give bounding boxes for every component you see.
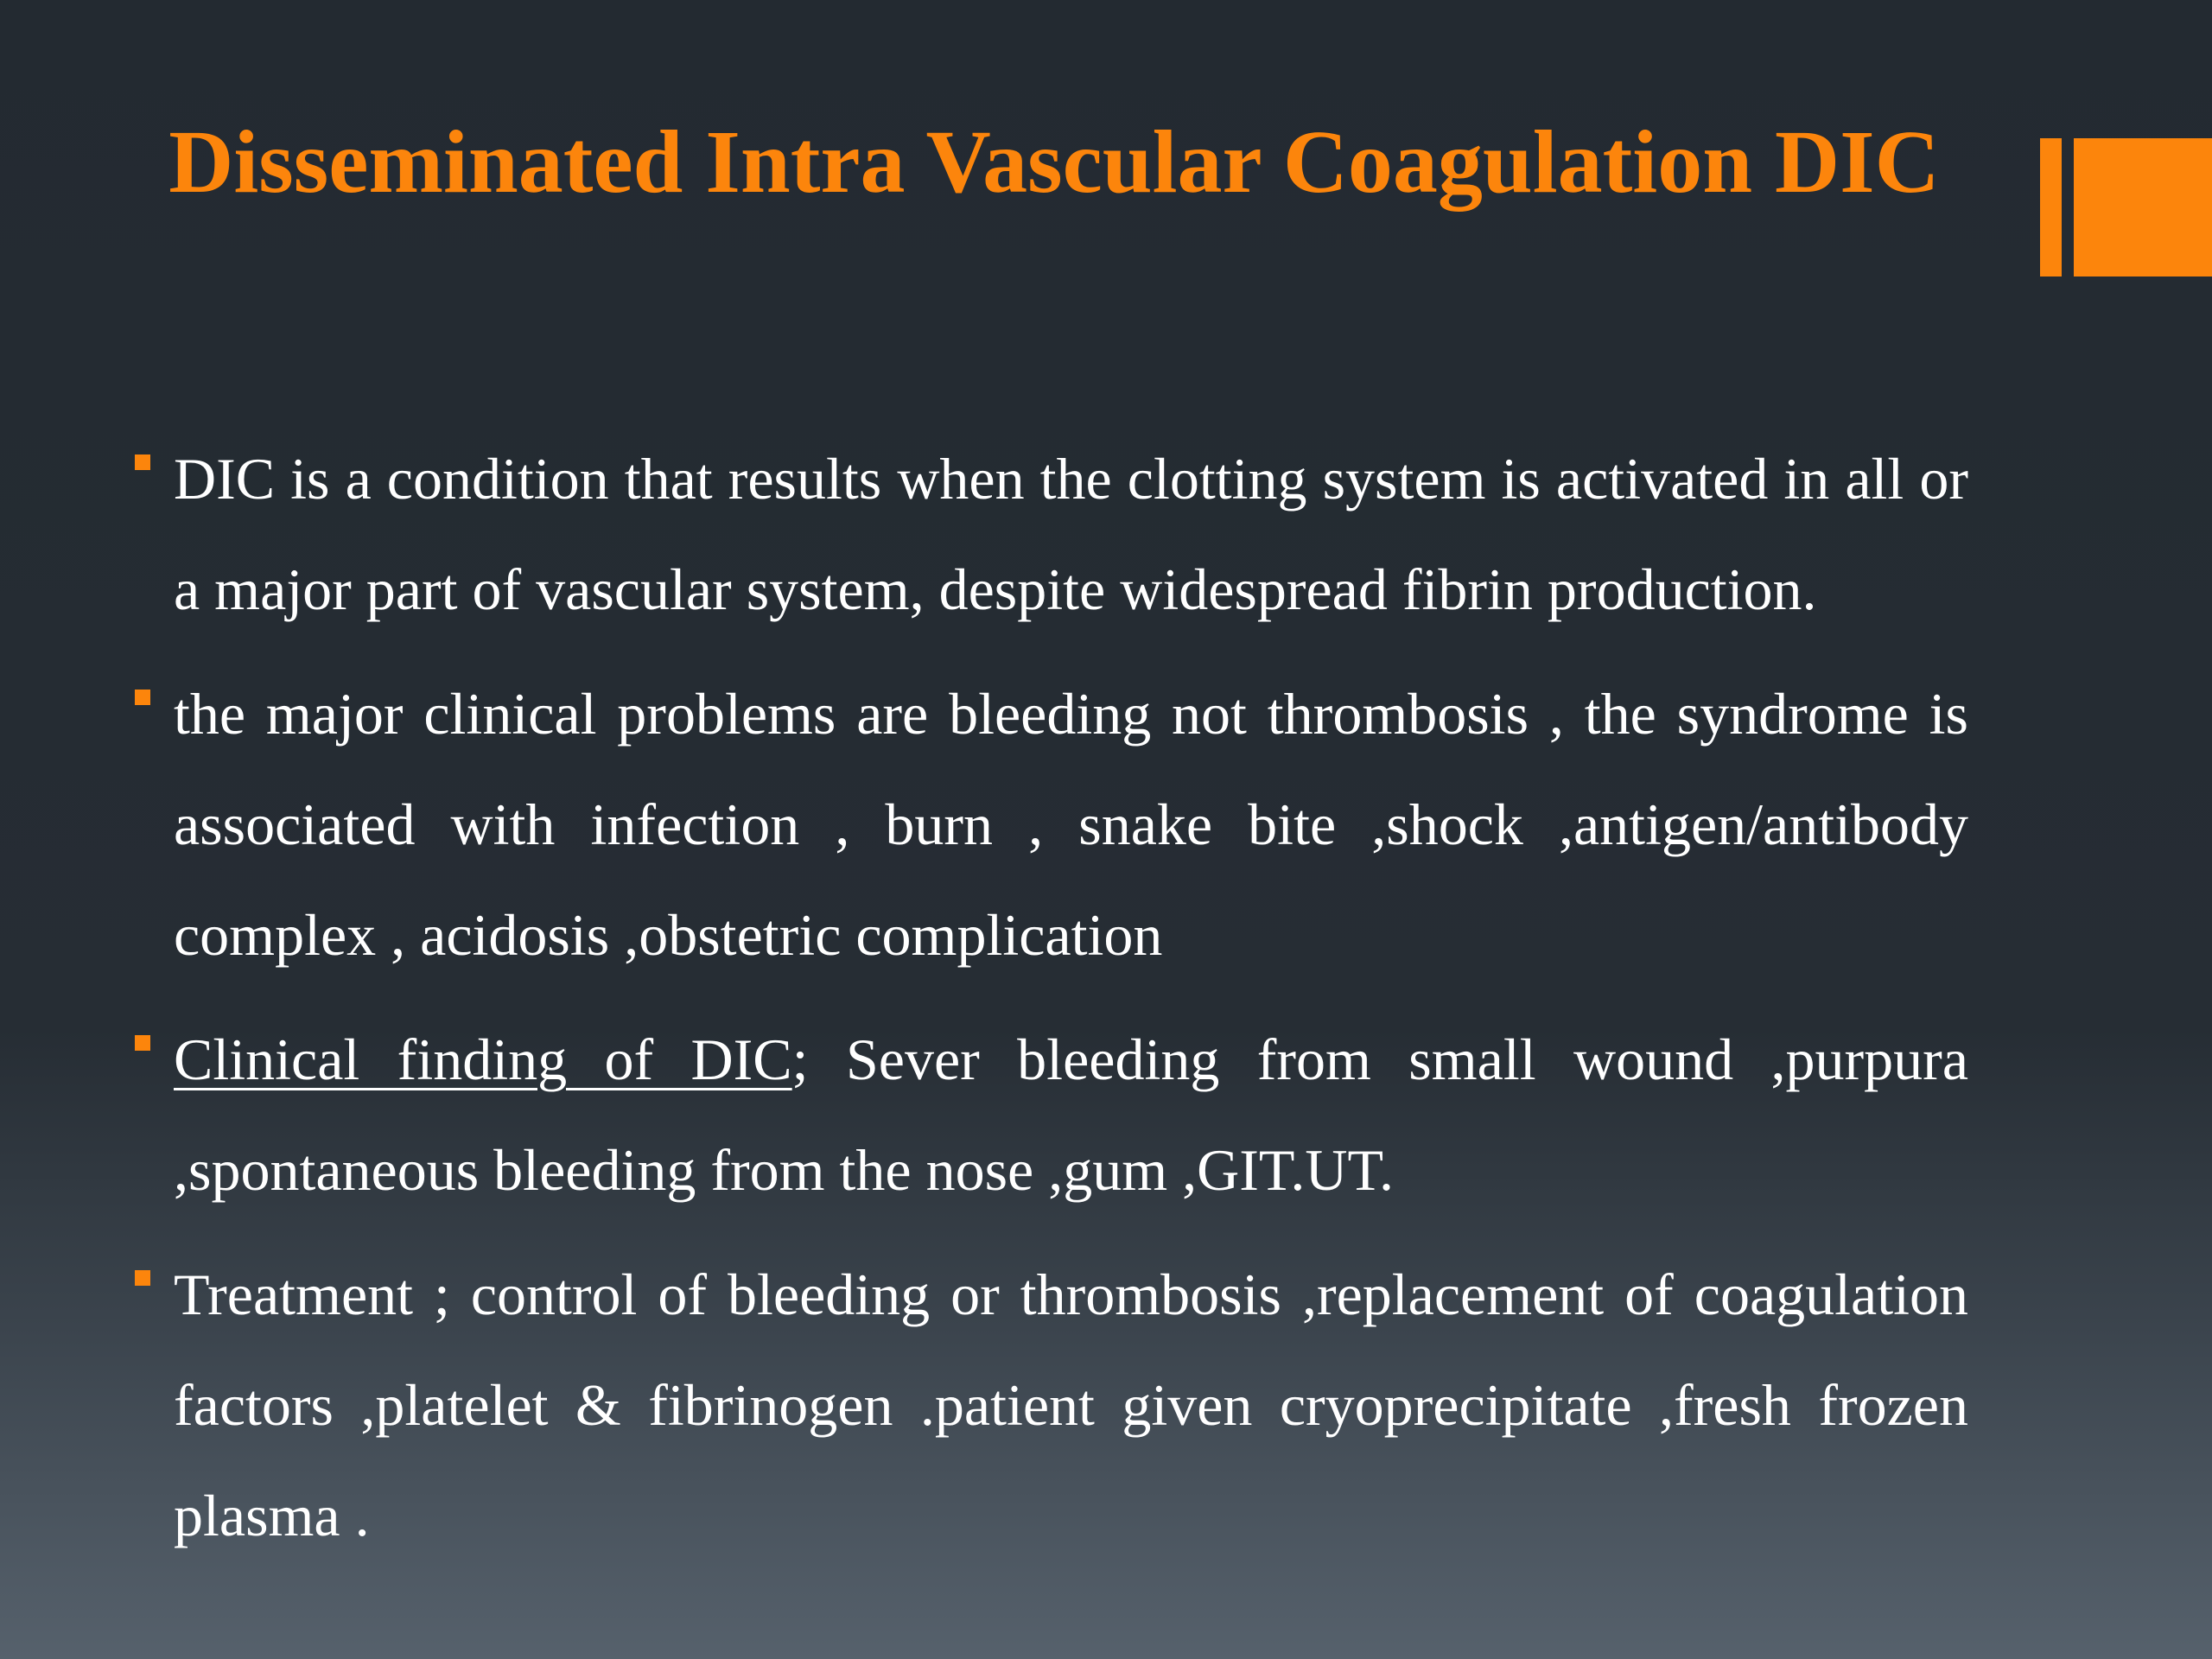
bullet-item — [128, 1239, 1968, 1571]
accent-bar-thin — [2040, 138, 2062, 276]
accent-bar-thick — [2074, 138, 2212, 276]
bullet-body: ; Sever bleeding from small wound ,purpura ,spontaneous bleeding from the nose ,gum ,GIT.UT. — [174, 1027, 1968, 1203]
square-bullet-icon — [135, 690, 150, 705]
square-bullet-icon — [135, 1270, 150, 1286]
bullet-item — [128, 658, 1968, 990]
square-bullet-icon — [135, 1035, 150, 1051]
bullet-item — [128, 1004, 1968, 1225]
bullet-body: Treatment ; control of bleeding or thrombosis ,replacement of coagulation factors ,platelet & fibrinogen .patient given cryoprecipitate ,fresh frozen plasma . — [174, 1262, 1968, 1548]
bullet-text — [174, 1004, 1968, 1225]
bullet-lead: Clinical finding of DIC — [174, 1027, 792, 1092]
bullet-list — [128, 423, 1968, 1585]
bullet-body: DIC is a condition that results when the clotting system is activated in all or a major part of vascular system, despite widespread fibrin production. — [174, 446, 1968, 622]
bullet-text — [174, 658, 1968, 990]
bullet-text — [174, 1239, 1968, 1571]
square-bullet-icon — [135, 454, 150, 470]
slide-title: Disseminated Intra Vascular Coagulation DIC — [168, 112, 1940, 212]
bullet-item — [128, 423, 1968, 645]
bullet-body: the major clinical problems are bleeding not thrombosis , the syndrome is associated with infection , burn , snake bite ,shock ,antigen/antibody complex , acidosis ,obstetric complication — [174, 681, 1968, 968]
bullet-text — [174, 423, 1968, 645]
